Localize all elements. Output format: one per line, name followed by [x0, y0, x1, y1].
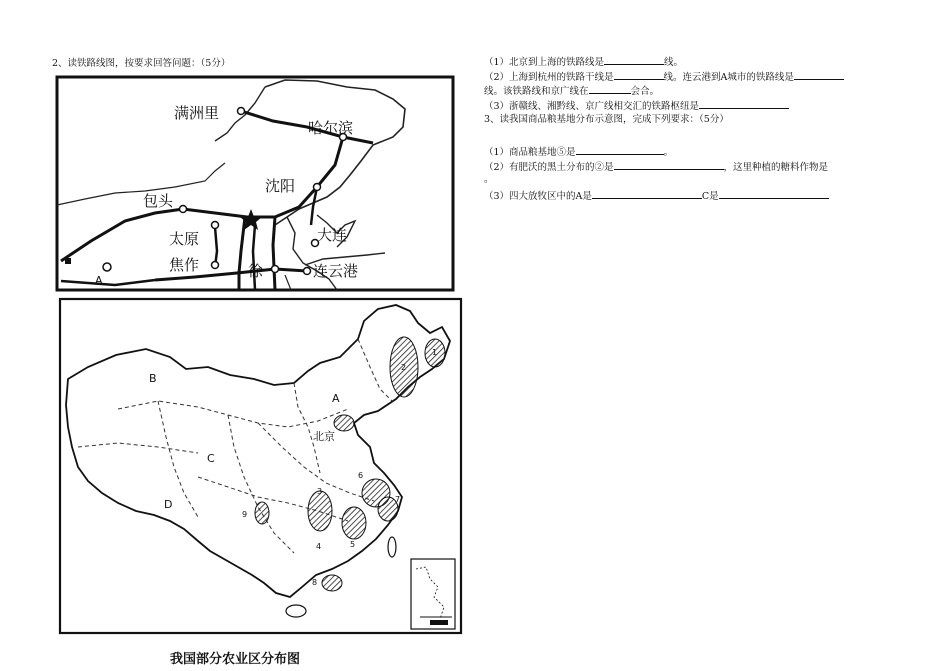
city-dalian: 大连	[317, 226, 348, 244]
rail-q1-text: （1）北京到上海的铁路线是	[484, 57, 605, 68]
railway-map	[55, 75, 455, 292]
region-label-c: C	[207, 452, 215, 465]
rail-q2-line2-suffix: 会合。	[630, 86, 660, 97]
city-haerbin: 哈尔滨	[308, 119, 354, 137]
agriculture-map	[58, 297, 463, 635]
rail-q2-blank-3[interactable]	[589, 84, 631, 94]
grain-q1-suffix: 。	[663, 147, 674, 158]
rail-q1-blank[interactable]	[604, 55, 664, 65]
rail-question-1	[484, 55, 683, 69]
base-number-4: 4	[316, 542, 322, 551]
agriculture-map-drawing	[58, 297, 463, 635]
grain-q2-suffix: ，这里种植的糖料作物是	[723, 162, 829, 173]
rail-q2-blank-1[interactable]	[614, 70, 664, 80]
rail-q1-suffix: 线。	[664, 57, 684, 68]
grain-q3-blank-a[interactable]	[592, 189, 702, 199]
rail-question-2	[484, 70, 844, 84]
grain-q1-blank[interactable]	[576, 145, 664, 155]
city-manzhouli: 满洲里	[174, 104, 220, 122]
rail-q2-blank-2[interactable]	[794, 70, 844, 80]
city-xu: 徐	[248, 262, 264, 280]
base-number-3: 3	[317, 487, 323, 496]
grain-q3-text: （3）四大放牧区中的A是	[484, 191, 592, 202]
grain-q1-text: （1）商品粮基地⑤是	[484, 147, 576, 158]
base-number-7: 7	[395, 495, 401, 504]
rail-q2-line2-text: 线。该铁路线和京广线在	[484, 86, 589, 97]
base-number-2: 2	[401, 363, 407, 372]
q2-heading: 2、读铁路线图，按要求回答问题：（5分）	[52, 58, 231, 69]
city-shenyang: 沈阳	[265, 177, 296, 195]
q3-heading: 3、读我国商品粮基地分布示意图，完成下列要求：（5分）	[484, 114, 729, 125]
rail-q2-text: （2）上海到杭州的铁路干线是	[484, 72, 614, 83]
region-label-b: B	[149, 372, 157, 385]
grain-question-2-cont: 。	[484, 174, 494, 185]
base-number-1: 1	[432, 348, 438, 357]
region-label-a: A	[332, 392, 340, 405]
rail-question-2-cont	[484, 84, 659, 98]
grain-q3-mid: C是	[701, 191, 719, 202]
railway-map-drawing	[55, 75, 455, 292]
grain-q2-text: （2）有肥沃的黑土分布的②是	[484, 162, 614, 173]
city-jiaozuo: 焦作	[169, 256, 200, 274]
city-baotou: 包头	[143, 192, 174, 210]
rail-q2-mid: 线。连云港到A城市的铁路线是	[663, 72, 794, 83]
grain-question-1	[484, 145, 673, 159]
grain-q2-blank[interactable]	[614, 160, 724, 170]
rail-q3-text: （3）浙赣线、湘黔线、京广线相交汇的铁路枢纽是	[484, 101, 700, 112]
agriculture-map-caption: 我国部分农业区分布图	[170, 652, 301, 667]
region-label-d: D	[164, 498, 173, 511]
base-number-5: 5	[350, 540, 356, 549]
city-lianyungang: 连云港	[313, 262, 359, 280]
base-number-9: 9	[242, 510, 248, 519]
city-taiyuan: 太原	[169, 230, 200, 248]
rail-question-3	[484, 99, 789, 113]
rail-q3-blank[interactable]	[699, 99, 789, 109]
grain-question-3	[484, 189, 829, 203]
base-number-6: 6	[358, 471, 364, 480]
grain-q3-blank-c[interactable]	[719, 189, 829, 199]
grain-question-2	[484, 160, 828, 174]
base-number-8: 8	[312, 578, 318, 587]
region-label-a-railway: A	[95, 274, 103, 287]
beijing-label: 北京	[313, 430, 335, 443]
